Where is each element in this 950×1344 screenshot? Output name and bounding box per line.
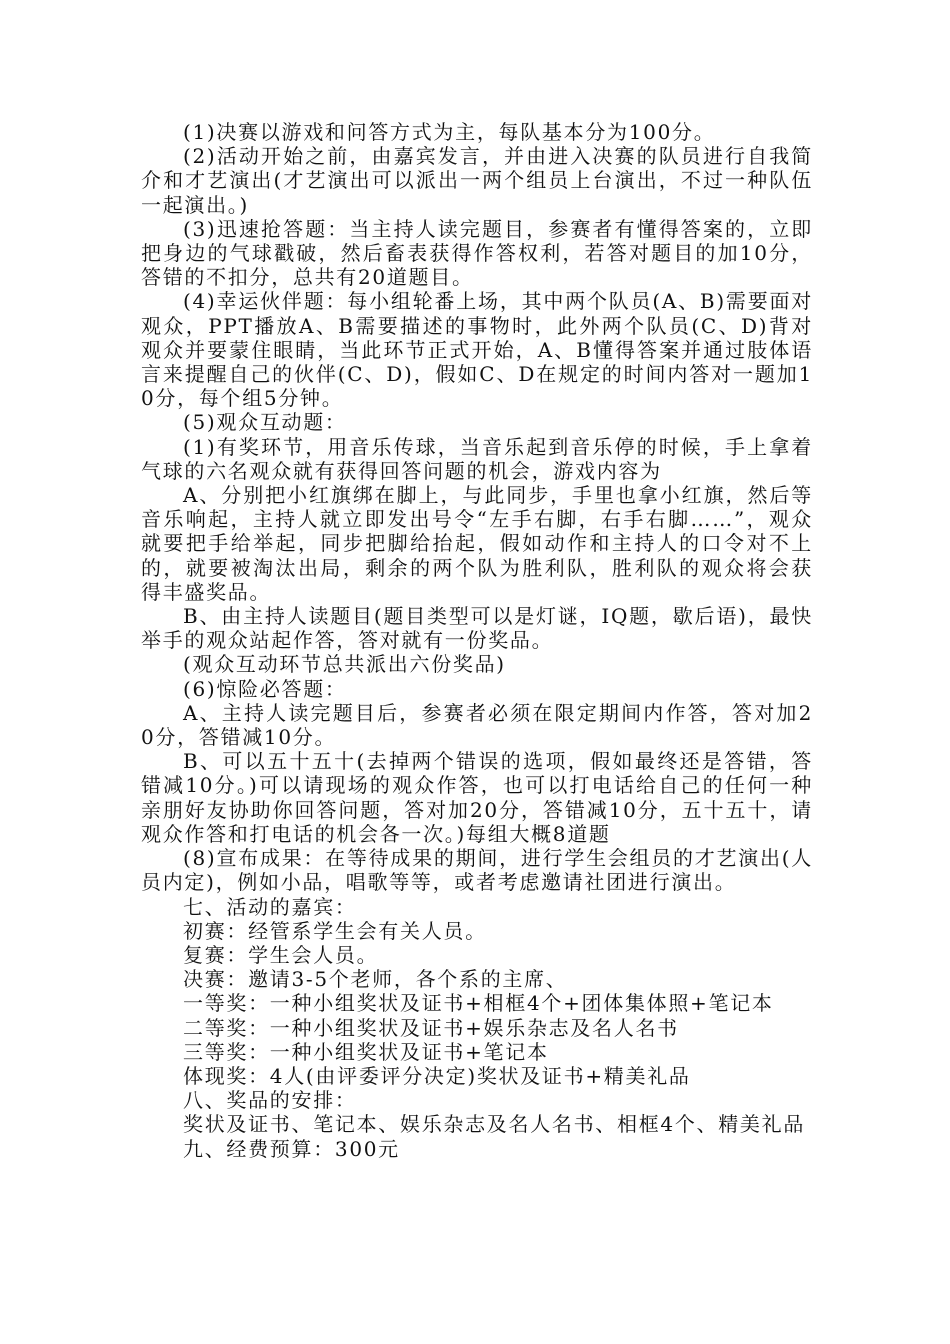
paragraph-guests-heading: 七、活动的嘉宾： — [183, 894, 357, 919]
paragraph-thrilling-heading: (6)惊险必答题： — [183, 676, 347, 701]
paragraph-prizes-heading: 八、奖品的安排： — [183, 1088, 357, 1113]
paragraph-guests-final: 决赛：邀请3-5个老师，各个系的主席、 — [183, 967, 568, 992]
paragraph-prize-segment: (1)有奖环节，用音乐传球，当音乐起到音乐停的时候，手上拿着气球的六名观众就有获得回答问题的机会，游戏内容为 — [141, 434, 813, 483]
paragraph-opening-speech: (2)活动开始之前，由嘉宾发言，并由进入决赛的队员进行自我简介和才艺演出(才艺演出可以派出一两个组员上台演出，不过一种队伍一起演出。) — [141, 144, 813, 217]
paragraph-game-a: A、分别把小红旗绑在脚上，与此同步，手里也拿小红旗，然后等音乐响起，主持人就立即发出号令“左手右脚，右手右脚……”，观众就要把手给举起，同步把脚给抬起，假如动作和主持人的口令对不上的，就要被淘汰出局，剩余的两个队为胜利队，胜利队的观众将会获得丰盛奖品。 — [141, 483, 813, 604]
paragraph-guests-preliminary: 初赛：经管系学生会有关人员。 — [183, 918, 487, 943]
paragraph-thrilling-a: A、主持人读完题目后，参赛者必须在限定期间内作答，答对加20分，答错减10分。 — [141, 700, 813, 750]
paragraph-lucky-partner: (4)幸运伙伴题：每小组轮番上场，其中两个队员(A、B)需要面对观众，PPT播放A、B需要描述的事物时，此外两个队员(C、D)背对观众并要蒙住眼睛，当此环节正式开始，A、B懂得答案并通过肢体语言来提醒自己的伙伴(C、D)，假如C、D在规定的时间内答对一题加10分，每个组5分钟。 — [141, 289, 813, 411]
paragraph-results: (8)宣布成果：在等待成果的期间，进行学生会组员的才艺演出(人员内定)，例如小品，唱歌等等，或者考虑邀请社团进行演出。 — [141, 846, 813, 895]
paragraph-budget: 九、经费预算：300元 — [183, 1136, 400, 1161]
paragraph-participation-prize: 体现奖：4人(由评委评分决定)奖状及证书+精美礼品 — [183, 1063, 691, 1088]
paragraph-quick-answer: (3)迅速抢答题：当主持人读完题目，参赛者有懂得答案的，立即把身边的气球戳破，然后畜表获得作答权利，若答对题目的加10分，答错的不扣分，总共有20道题目。 — [141, 216, 813, 290]
paragraph-thrilling-b: B、可以五十五十(去掉两个错误的选项，假如最终还是答错，答错减10分。)可以请现场的观众作答，也可以打电话给自己的任何一种亲朋好友协助你回答问题，答对加20分，答错减10分，五十五十，请观众作答和打电话的机会各一次。)每组大概8道题 — [141, 749, 813, 846]
paragraph-prizes-list: 奖状及证书、笔记本、娱乐杂志及名人名书、相框4个、精美礼品 — [183, 1112, 806, 1137]
paragraph-audience-prizes: (观众互动环节总共派出六份奖品) — [183, 652, 506, 677]
document-body — [141, 120, 813, 1161]
paragraph-third-prize: 三等奖：一种小组奖状及证书+笔记本 — [183, 1039, 549, 1064]
paragraph-second-prize: 二等奖：一种小组奖状及证书+娱乐杂志及名人名书 — [183, 1015, 679, 1040]
paragraph-first-prize: 一等奖：一种小组奖状及证书+相框4个+团体集体照+笔记本 — [183, 991, 774, 1016]
paragraph-guests-semifinal: 复赛：学生会人员。 — [183, 942, 379, 967]
paragraph-audience-heading: (5)观众互动题： — [183, 410, 347, 435]
paragraph-game-b: B、由主持人读题目(题目类型可以是灯谜，IQ题，歇后语)，最快举手的观众站起作答，答对就有一份奖品。 — [141, 604, 813, 653]
paragraph-final-format: (1)决赛以游戏和问答方式为主，每队基本分为100分。 — [183, 120, 716, 144]
